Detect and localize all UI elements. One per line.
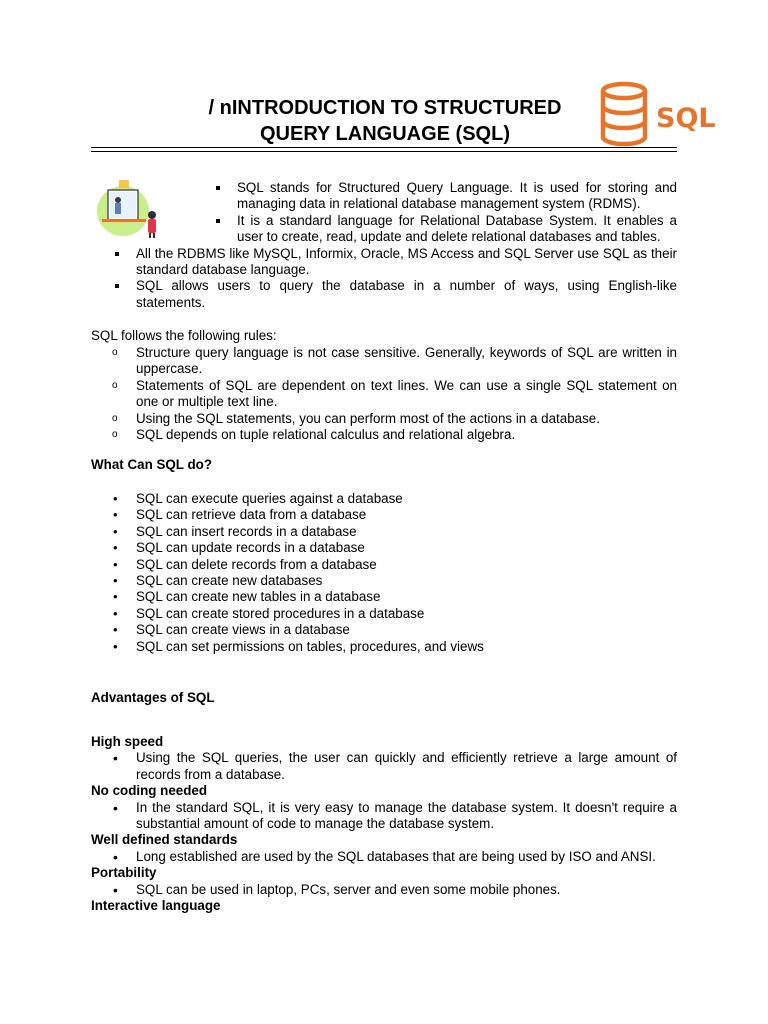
list-item: • Using the SQL queries, the user can quickly and efficiently retrieve a large amount of records from a database. [136, 750, 677, 783]
can-do-list [136, 491, 677, 655]
sql-database-logo-icon [598, 80, 720, 150]
list-item: • SQL can create views in a database [136, 622, 677, 638]
advantages-section [91, 734, 677, 914]
list-item: o SQL depends on tuple relational calculus and relational algebra. [136, 427, 677, 443]
section-heading-advantages: Advantages of SQL [91, 690, 215, 705]
advantage-title-interactive: Interactive language [91, 898, 221, 914]
list-item: • SQL can retrieve data from a database [136, 507, 677, 523]
title-rule-thick [91, 147, 677, 148]
list-item: SQL stands for Structured Query Language. It is used for storing and managing data in relational database management system (RDMS). [237, 180, 677, 212]
rules-list [136, 345, 677, 443]
list-item: o Using the SQL statements, you can perform most of the actions in a database. [136, 411, 677, 427]
page-title [140, 95, 630, 147]
intro-bullet-list [0, 180, 677, 311]
title-line-1: / nINTRODUCTION TO STRUCTURED [208, 97, 562, 119]
title-line-2: QUERY LANGUAGE (SQL) [259, 123, 510, 145]
list-item: • SQL can delete records from a database [136, 557, 677, 573]
list-item: • SQL can insert records in a database [136, 524, 677, 540]
title-rule-thin [91, 151, 677, 152]
advantage-title-no-coding: No coding needed [91, 783, 208, 799]
list-item: SQL allows users to query the database in a number of ways, using English-like statements. [136, 278, 677, 310]
list-item: • SQL can create new databases [136, 573, 677, 589]
list-item: It is a standard language for Relational Database System. It enables a user to create, read, update and delete relational databases and tables. [237, 212, 677, 245]
list-item: o Statements of SQL are dependent on text lines. We can use a single SQL statement on one or multiple text line. [136, 378, 677, 411]
list-item: All the RDBMS like MySQL, Informix, Oracle, MS Access and SQL Server use SQL as their standard database language. [136, 245, 677, 278]
section-heading-what-can-sql-do: What Can SQL do? [91, 457, 213, 472]
list-item: • SQL can execute queries against a database [136, 491, 677, 507]
logo-text: SQL [656, 103, 716, 134]
list-item: o Structure query language is not case sensitive. Generally, keywords of SQL are written in uppercase. [136, 345, 677, 378]
advantage-title-portability: Portability [91, 865, 157, 881]
list-item: • SQL can be used in laptop, PCs, server and even some mobile phones. [136, 882, 677, 898]
list-item: • SQL can set permissions on tables, procedures, and views [136, 639, 677, 655]
list-item: • In the standard SQL, it is very easy to manage the database system. It doesn't require a substantial amount of code to manage the database system. [136, 800, 677, 833]
advantage-title-standards: Well defined standards [91, 832, 238, 848]
rules-intro-text: SQL follows the following rules: [91, 328, 277, 343]
advantage-title-high-speed: High speed [91, 734, 164, 749]
list-item: • SQL can update records in a database [136, 540, 677, 556]
list-item: • Long established are used by the SQL databases that are being used by ISO and ANSI. [136, 849, 677, 865]
list-item: • SQL can create stored procedures in a database [136, 606, 677, 622]
list-item: • SQL can create new tables in a database [136, 589, 677, 605]
